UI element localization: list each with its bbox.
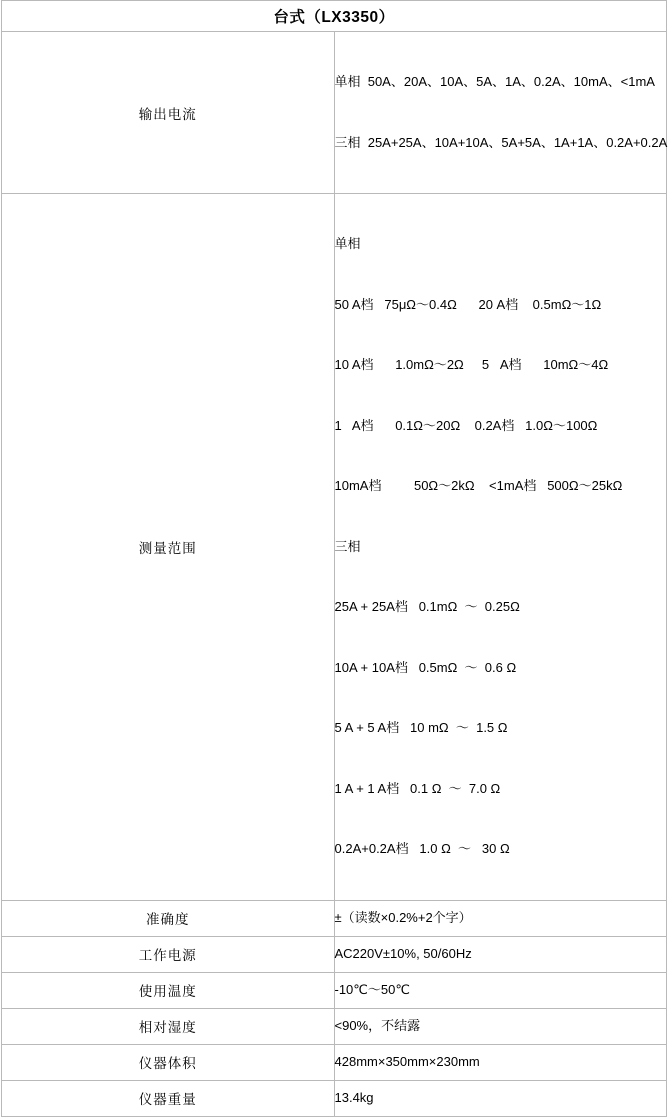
value-line: 1 A档 0.1Ω～20Ω 0.2A档 1.0Ω～100Ω — [334, 417, 598, 433]
row-label-weight: 仪器重量 — [2, 1080, 335, 1116]
value-line: 10A + 10A档 0.5mΩ ～ 0.6 Ω — [334, 659, 517, 675]
row-label-measuring-range: 测量范围 — [2, 194, 335, 901]
value-line: 25A + 25A档 0.1mΩ ～ 0.25Ω — [334, 599, 520, 614]
table-row — [2, 32, 667, 194]
specification-table — [1, 0, 667, 1117]
row-value-power-supply: AC220V±10%, 50/60Hz — [334, 936, 667, 972]
row-label-power-supply: 工作电源 — [2, 936, 335, 972]
row-label-relative-humidity: 相对湿度 — [2, 1008, 335, 1044]
row-value-operating-temperature: -10℃～50℃ — [334, 972, 667, 1008]
table-title-row — [2, 1, 667, 32]
table-row — [2, 1044, 667, 1080]
table-row — [2, 936, 667, 972]
value-line: 0.2A+0.2A档 1.0 Ω ～ 30 Ω — [334, 841, 510, 856]
value-line: 三相 — [334, 538, 361, 554]
table-row — [2, 900, 667, 936]
table-row — [2, 194, 667, 901]
value-line: 10mA档 50Ω～2kΩ <1mA档 500Ω～25kΩ — [334, 478, 623, 493]
value-line: 三相 25A+25A、10A+10A、5A+5A、1A+1A、0.2A+0.2A — [334, 134, 668, 150]
value-line: 单相 — [334, 236, 361, 251]
row-value-measuring-range — [334, 194, 667, 901]
row-value-dimensions: 428mm×350mm×230mm — [334, 1044, 667, 1080]
table-row — [2, 1008, 667, 1044]
row-value-accuracy: ±（读数×0.2%+2个字） — [334, 900, 667, 936]
row-label-accuracy: 准确度 — [2, 900, 335, 936]
row-value-output-current — [334, 32, 667, 194]
row-label-operating-temperature: 使用温度 — [2, 972, 335, 1008]
value-line: 10 A档 1.0mΩ～2Ω 5 A档 10mΩ～4Ω — [334, 357, 609, 372]
table-row — [2, 972, 667, 1008]
row-label-dimensions: 仪器体积 — [2, 1044, 335, 1080]
value-line: 50 A档 75μΩ～0.4Ω 20 A档 0.5mΩ～1Ω — [334, 296, 602, 312]
table-title: 台式（LX3350） — [2, 1, 667, 32]
value-line: 单相 50A、20A、10A、5A、1A、0.2A、10mA、<1mA — [334, 74, 655, 89]
row-value-relative-humidity: <90%，不结露 — [334, 1008, 667, 1044]
row-label-output-current: 输出电流 — [2, 32, 335, 194]
table-row — [2, 1080, 667, 1116]
value-line: 5 A + 5 A档 10 mΩ ～ 1.5 Ω — [334, 720, 508, 735]
value-line: 1 A + 1 A档 0.1 Ω ～ 7.0 Ω — [334, 780, 501, 796]
row-value-weight: 13.4kg — [334, 1080, 667, 1116]
